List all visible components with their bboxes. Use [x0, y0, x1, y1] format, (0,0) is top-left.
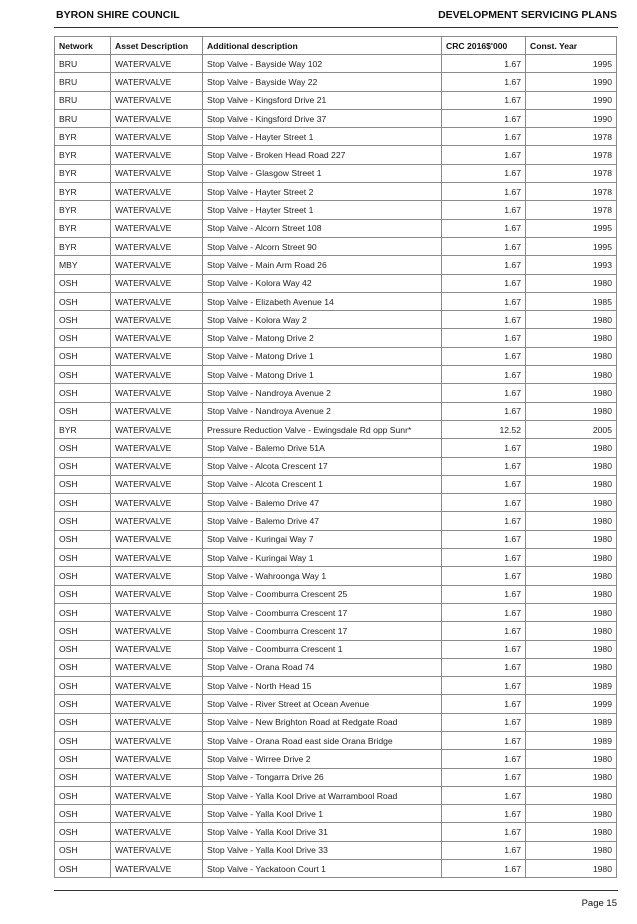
cell-const-year: 1980	[526, 860, 617, 878]
cell-network: OSH	[55, 366, 111, 384]
cell-additional-description: Stop Valve - Glasgow Street 1	[203, 164, 442, 182]
cell-network: OSH	[55, 603, 111, 621]
table-row	[55, 183, 617, 201]
cell-network: OSH	[55, 530, 111, 548]
cell-const-year: 1995	[526, 237, 617, 255]
cell-network: OSH	[55, 713, 111, 731]
cell-const-year: 1980	[526, 329, 617, 347]
table-row	[55, 237, 617, 255]
cell-crc: 1.67	[442, 567, 526, 585]
cell-asset-description: WATERVALVE	[111, 55, 203, 73]
cell-const-year: 1980	[526, 622, 617, 640]
cell-additional-description: Stop Valve - Yalla Kool Drive at Warrambool Road	[203, 786, 442, 804]
table-row	[55, 457, 617, 475]
table-row	[55, 219, 617, 237]
table-row	[55, 384, 617, 402]
cell-crc: 1.67	[442, 805, 526, 823]
table-row	[55, 402, 617, 420]
table-row	[55, 512, 617, 530]
cell-network: OSH	[55, 823, 111, 841]
cell-network: OSH	[55, 311, 111, 329]
cell-asset-description: WATERVALVE	[111, 347, 203, 365]
cell-crc: 1.67	[442, 658, 526, 676]
cell-asset-description: WATERVALVE	[111, 91, 203, 109]
cell-crc: 1.67	[442, 512, 526, 530]
cell-network: OSH	[55, 750, 111, 768]
cell-crc: 1.67	[442, 237, 526, 255]
cell-additional-description: Stop Valve - Matong Drive 1	[203, 347, 442, 365]
cell-const-year: 1978	[526, 201, 617, 219]
cell-crc: 1.67	[442, 622, 526, 640]
cell-asset-description: WATERVALVE	[111, 237, 203, 255]
cell-asset-description: WATERVALVE	[111, 439, 203, 457]
cell-additional-description: Stop Valve - Orana Road east side Orana Bridge	[203, 731, 442, 749]
cell-additional-description: Stop Valve - Yalla Kool Drive 31	[203, 823, 442, 841]
cell-network: OSH	[55, 695, 111, 713]
cell-asset-description: WATERVALVE	[111, 292, 203, 310]
cell-asset-description: WATERVALVE	[111, 640, 203, 658]
cell-const-year: 1978	[526, 146, 617, 164]
cell-network: OSH	[55, 768, 111, 786]
cell-additional-description: Stop Valve - Coomburra Crescent 17	[203, 603, 442, 621]
cell-additional-description: Stop Valve - Main Arm Road 26	[203, 256, 442, 274]
cell-const-year: 1980	[526, 750, 617, 768]
cell-additional-description: Stop Valve - Alcorn Street 90	[203, 237, 442, 255]
cell-network: OSH	[55, 494, 111, 512]
cell-const-year: 1980	[526, 366, 617, 384]
cell-network: BYR	[55, 164, 111, 182]
cell-network: OSH	[55, 384, 111, 402]
cell-const-year: 1980	[526, 823, 617, 841]
table-row	[55, 549, 617, 567]
cell-crc: 1.67	[442, 183, 526, 201]
cell-asset-description: WATERVALVE	[111, 475, 203, 493]
cell-const-year: 1980	[526, 658, 617, 676]
cell-asset-description: WATERVALVE	[111, 805, 203, 823]
cell-additional-description: Stop Valve - Kolora Way 42	[203, 274, 442, 292]
cell-const-year: 1980	[526, 786, 617, 804]
cell-crc: 1.67	[442, 402, 526, 420]
cell-const-year: 1980	[526, 475, 617, 493]
cell-asset-description: WATERVALVE	[111, 512, 203, 530]
cell-crc: 1.67	[442, 585, 526, 603]
cell-asset-description: WATERVALVE	[111, 585, 203, 603]
cell-const-year: 1993	[526, 256, 617, 274]
column-header-network: Network	[55, 37, 111, 55]
cell-network: OSH	[55, 658, 111, 676]
cell-const-year: 1980	[526, 439, 617, 457]
table-row	[55, 128, 617, 146]
table-row	[55, 439, 617, 457]
table-row	[55, 311, 617, 329]
cell-asset-description: WATERVALVE	[111, 677, 203, 695]
table-row	[55, 420, 617, 438]
column-header-crc: CRC 2016$'000	[442, 37, 526, 55]
cell-crc: 1.67	[442, 823, 526, 841]
cell-asset-description: WATERVALVE	[111, 860, 203, 878]
cell-additional-description: Stop Valve - Coomburra Crescent 25	[203, 585, 442, 603]
cell-additional-description: Stop Valve - Kingsford Drive 37	[203, 109, 442, 127]
cell-const-year: 1980	[526, 585, 617, 603]
cell-network: BYR	[55, 128, 111, 146]
cell-const-year: 1980	[526, 768, 617, 786]
cell-crc: 1.67	[442, 109, 526, 127]
cell-additional-description: Stop Valve - Kolora Way 2	[203, 311, 442, 329]
cell-additional-description: Stop Valve - Balemo Drive 47	[203, 512, 442, 530]
cell-network: BYR	[55, 183, 111, 201]
cell-additional-description: Stop Valve - Kingsford Drive 21	[203, 91, 442, 109]
cell-crc: 1.67	[442, 841, 526, 859]
table-row	[55, 292, 617, 310]
cell-crc: 1.67	[442, 91, 526, 109]
cell-const-year: 1989	[526, 713, 617, 731]
cell-network: OSH	[55, 549, 111, 567]
cell-asset-description: WATERVALVE	[111, 530, 203, 548]
table-row	[55, 274, 617, 292]
cell-crc: 1.67	[442, 695, 526, 713]
cell-crc: 1.67	[442, 677, 526, 695]
cell-asset-description: WATERVALVE	[111, 603, 203, 621]
cell-const-year: 1978	[526, 164, 617, 182]
cell-crc: 1.67	[442, 311, 526, 329]
cell-asset-description: WATERVALVE	[111, 549, 203, 567]
cell-additional-description: Stop Valve - Nandroya Avenue 2	[203, 384, 442, 402]
cell-asset-description: WATERVALVE	[111, 219, 203, 237]
cell-asset-description: WATERVALVE	[111, 768, 203, 786]
table-header-row	[55, 37, 617, 55]
cell-crc: 12.52	[442, 420, 526, 438]
asset-table	[54, 36, 617, 878]
cell-asset-description: WATERVALVE	[111, 750, 203, 768]
footer-divider	[54, 890, 618, 891]
cell-asset-description: WATERVALVE	[111, 841, 203, 859]
cell-asset-description: WATERVALVE	[111, 567, 203, 585]
table-row	[55, 164, 617, 182]
cell-asset-description: WATERVALVE	[111, 329, 203, 347]
table-row	[55, 640, 617, 658]
cell-additional-description: Stop Valve - Kuringai Way 1	[203, 549, 442, 567]
table-row	[55, 329, 617, 347]
table-row	[55, 567, 617, 585]
cell-crc: 1.67	[442, 292, 526, 310]
cell-network: OSH	[55, 677, 111, 695]
table-row	[55, 768, 617, 786]
cell-additional-description: Stop Valve - Bayside Way 102	[203, 55, 442, 73]
cell-crc: 1.67	[442, 494, 526, 512]
cell-const-year: 1980	[526, 494, 617, 512]
cell-network: OSH	[55, 786, 111, 804]
cell-crc: 1.67	[442, 73, 526, 91]
cell-const-year: 1980	[526, 805, 617, 823]
document-title: DEVELOPMENT SERVICING PLANS	[438, 9, 617, 21]
cell-additional-description: Stop Valve - North Head 15	[203, 677, 442, 695]
table-row	[55, 347, 617, 365]
cell-network: OSH	[55, 329, 111, 347]
cell-asset-description: WATERVALVE	[111, 420, 203, 438]
cell-asset-description: WATERVALVE	[111, 823, 203, 841]
table-row	[55, 73, 617, 91]
cell-additional-description: Stop Valve - Nandroya Avenue 2	[203, 402, 442, 420]
cell-network: BYR	[55, 219, 111, 237]
table-row	[55, 366, 617, 384]
cell-asset-description: WATERVALVE	[111, 311, 203, 329]
council-name: BYRON SHIRE COUNCIL	[56, 9, 180, 21]
table-row	[55, 713, 617, 731]
cell-crc: 1.67	[442, 860, 526, 878]
cell-network: OSH	[55, 805, 111, 823]
cell-network: BRU	[55, 91, 111, 109]
cell-const-year: 2005	[526, 420, 617, 438]
cell-crc: 1.67	[442, 384, 526, 402]
cell-const-year: 1980	[526, 567, 617, 585]
page-header	[56, 9, 617, 25]
cell-network: OSH	[55, 860, 111, 878]
cell-network: BYR	[55, 146, 111, 164]
table-row	[55, 622, 617, 640]
cell-network: OSH	[55, 347, 111, 365]
cell-network: OSH	[55, 274, 111, 292]
table-row	[55, 585, 617, 603]
cell-const-year: 1999	[526, 695, 617, 713]
cell-crc: 1.67	[442, 603, 526, 621]
cell-network: MBY	[55, 256, 111, 274]
cell-network: OSH	[55, 640, 111, 658]
cell-const-year: 1990	[526, 73, 617, 91]
cell-const-year: 1980	[526, 640, 617, 658]
cell-crc: 1.67	[442, 457, 526, 475]
cell-crc: 1.67	[442, 768, 526, 786]
cell-additional-description: Stop Valve - Broken Head Road 227	[203, 146, 442, 164]
cell-additional-description: Stop Valve - Elizabeth Avenue 14	[203, 292, 442, 310]
cell-additional-description: Stop Valve - Matong Drive 2	[203, 329, 442, 347]
cell-asset-description: WATERVALVE	[111, 731, 203, 749]
cell-crc: 1.67	[442, 640, 526, 658]
cell-additional-description: Stop Valve - Hayter Street 2	[203, 183, 442, 201]
cell-const-year: 1995	[526, 55, 617, 73]
cell-asset-description: WATERVALVE	[111, 146, 203, 164]
cell-asset-description: WATERVALVE	[111, 402, 203, 420]
cell-additional-description: Stop Valve - Yalla Kool Drive 1	[203, 805, 442, 823]
cell-asset-description: WATERVALVE	[111, 73, 203, 91]
cell-additional-description: Stop Valve - Balemo Drive 51A	[203, 439, 442, 457]
cell-asset-description: WATERVALVE	[111, 622, 203, 640]
cell-const-year: 1980	[526, 347, 617, 365]
cell-const-year: 1980	[526, 402, 617, 420]
cell-const-year: 1980	[526, 841, 617, 859]
cell-asset-description: WATERVALVE	[111, 494, 203, 512]
cell-additional-description: Pressure Reduction Valve - Ewingsdale Rd opp Sunr*	[203, 420, 442, 438]
cell-asset-description: WATERVALVE	[111, 274, 203, 292]
cell-crc: 1.67	[442, 475, 526, 493]
cell-asset-description: WATERVALVE	[111, 658, 203, 676]
cell-asset-description: WATERVALVE	[111, 256, 203, 274]
table-row	[55, 860, 617, 878]
cell-additional-description: Stop Valve - Hayter Street 1	[203, 201, 442, 219]
cell-crc: 1.67	[442, 329, 526, 347]
cell-additional-description: Stop Valve - Wahroonga Way 1	[203, 567, 442, 585]
cell-asset-description: WATERVALVE	[111, 695, 203, 713]
cell-network: OSH	[55, 585, 111, 603]
cell-additional-description: Stop Valve - New Brighton Road at Redgate Road	[203, 713, 442, 731]
cell-crc: 1.67	[442, 201, 526, 219]
cell-asset-description: WATERVALVE	[111, 164, 203, 182]
cell-additional-description: Stop Valve - Wirree Drive 2	[203, 750, 442, 768]
cell-crc: 1.67	[442, 750, 526, 768]
cell-crc: 1.67	[442, 439, 526, 457]
cell-network: BRU	[55, 73, 111, 91]
table-row	[55, 805, 617, 823]
cell-additional-description: Stop Valve - Matong Drive 1	[203, 366, 442, 384]
cell-const-year: 1985	[526, 292, 617, 310]
table-row	[55, 201, 617, 219]
cell-network: OSH	[55, 512, 111, 530]
cell-asset-description: WATERVALVE	[111, 201, 203, 219]
cell-asset-description: WATERVALVE	[111, 109, 203, 127]
cell-additional-description: Stop Valve - Coomburra Crescent 17	[203, 622, 442, 640]
column-header-additional-description: Additional description	[203, 37, 442, 55]
cell-asset-description: WATERVALVE	[111, 457, 203, 475]
cell-const-year: 1995	[526, 219, 617, 237]
cell-crc: 1.67	[442, 164, 526, 182]
column-header-asset-description: Asset Description	[111, 37, 203, 55]
cell-const-year: 1978	[526, 128, 617, 146]
header-divider	[54, 27, 618, 28]
cell-network: OSH	[55, 457, 111, 475]
table-row	[55, 91, 617, 109]
cell-additional-description: Stop Valve - Tongarra Drive 26	[203, 768, 442, 786]
cell-crc: 1.67	[442, 128, 526, 146]
cell-asset-description: WATERVALVE	[111, 128, 203, 146]
cell-const-year: 1980	[526, 512, 617, 530]
table-row	[55, 603, 617, 621]
cell-network: BYR	[55, 420, 111, 438]
cell-const-year: 1980	[526, 530, 617, 548]
cell-additional-description: Stop Valve - Coomburra Crescent 1	[203, 640, 442, 658]
cell-crc: 1.67	[442, 366, 526, 384]
cell-crc: 1.67	[442, 256, 526, 274]
cell-asset-description: WATERVALVE	[111, 786, 203, 804]
cell-additional-description: Stop Valve - Orana Road 74	[203, 658, 442, 676]
cell-crc: 1.67	[442, 713, 526, 731]
cell-additional-description: Stop Valve - Balemo Drive 47	[203, 494, 442, 512]
cell-const-year: 1978	[526, 183, 617, 201]
cell-network: BYR	[55, 201, 111, 219]
table-row	[55, 750, 617, 768]
cell-additional-description: Stop Valve - Alcota Crescent 17	[203, 457, 442, 475]
cell-crc: 1.67	[442, 146, 526, 164]
cell-crc: 1.67	[442, 274, 526, 292]
cell-additional-description: Stop Valve - Alcota Crescent 1	[203, 475, 442, 493]
cell-const-year: 1980	[526, 384, 617, 402]
table-row	[55, 786, 617, 804]
cell-network: OSH	[55, 292, 111, 310]
cell-const-year: 1980	[526, 274, 617, 292]
table-row	[55, 658, 617, 676]
cell-network: OSH	[55, 841, 111, 859]
cell-const-year: 1980	[526, 457, 617, 475]
table-row	[55, 695, 617, 713]
cell-crc: 1.67	[442, 549, 526, 567]
cell-network: OSH	[55, 567, 111, 585]
cell-additional-description: Stop Valve - Kuringai Way 7	[203, 530, 442, 548]
cell-network: OSH	[55, 402, 111, 420]
cell-const-year: 1989	[526, 677, 617, 695]
table-row	[55, 677, 617, 695]
table-row	[55, 475, 617, 493]
cell-const-year: 1990	[526, 91, 617, 109]
cell-const-year: 1980	[526, 311, 617, 329]
page-number: Page 15	[581, 898, 617, 909]
table-row	[55, 55, 617, 73]
cell-additional-description: Stop Valve - Bayside Way 22	[203, 73, 442, 91]
cell-network: OSH	[55, 622, 111, 640]
cell-crc: 1.67	[442, 55, 526, 73]
cell-network: OSH	[55, 731, 111, 749]
cell-crc: 1.67	[442, 219, 526, 237]
cell-crc: 1.67	[442, 731, 526, 749]
cell-network: BYR	[55, 237, 111, 255]
cell-asset-description: WATERVALVE	[111, 183, 203, 201]
table-row	[55, 494, 617, 512]
cell-asset-description: WATERVALVE	[111, 713, 203, 731]
cell-const-year: 1980	[526, 549, 617, 567]
table-row	[55, 841, 617, 859]
cell-const-year: 1990	[526, 109, 617, 127]
cell-additional-description: Stop Valve - Hayter Street 1	[203, 128, 442, 146]
table-row	[55, 256, 617, 274]
cell-additional-description: Stop Valve - Yackatoon Court 1	[203, 860, 442, 878]
cell-crc: 1.67	[442, 786, 526, 804]
table-row	[55, 823, 617, 841]
cell-asset-description: WATERVALVE	[111, 384, 203, 402]
table-row	[55, 731, 617, 749]
cell-crc: 1.67	[442, 347, 526, 365]
cell-const-year: 1980	[526, 603, 617, 621]
cell-network: OSH	[55, 439, 111, 457]
cell-additional-description: Stop Valve - Yalla Kool Drive 33	[203, 841, 442, 859]
cell-network: BRU	[55, 55, 111, 73]
cell-asset-description: WATERVALVE	[111, 366, 203, 384]
cell-const-year: 1989	[526, 731, 617, 749]
cell-additional-description: Stop Valve - River Street at Ocean Avenue	[203, 695, 442, 713]
table-row	[55, 109, 617, 127]
cell-crc: 1.67	[442, 530, 526, 548]
cell-network: OSH	[55, 475, 111, 493]
table-row	[55, 530, 617, 548]
cell-network: BRU	[55, 109, 111, 127]
column-header-const-year: Const. Year	[526, 37, 617, 55]
cell-additional-description: Stop Valve - Alcorn Street 108	[203, 219, 442, 237]
table-row	[55, 146, 617, 164]
